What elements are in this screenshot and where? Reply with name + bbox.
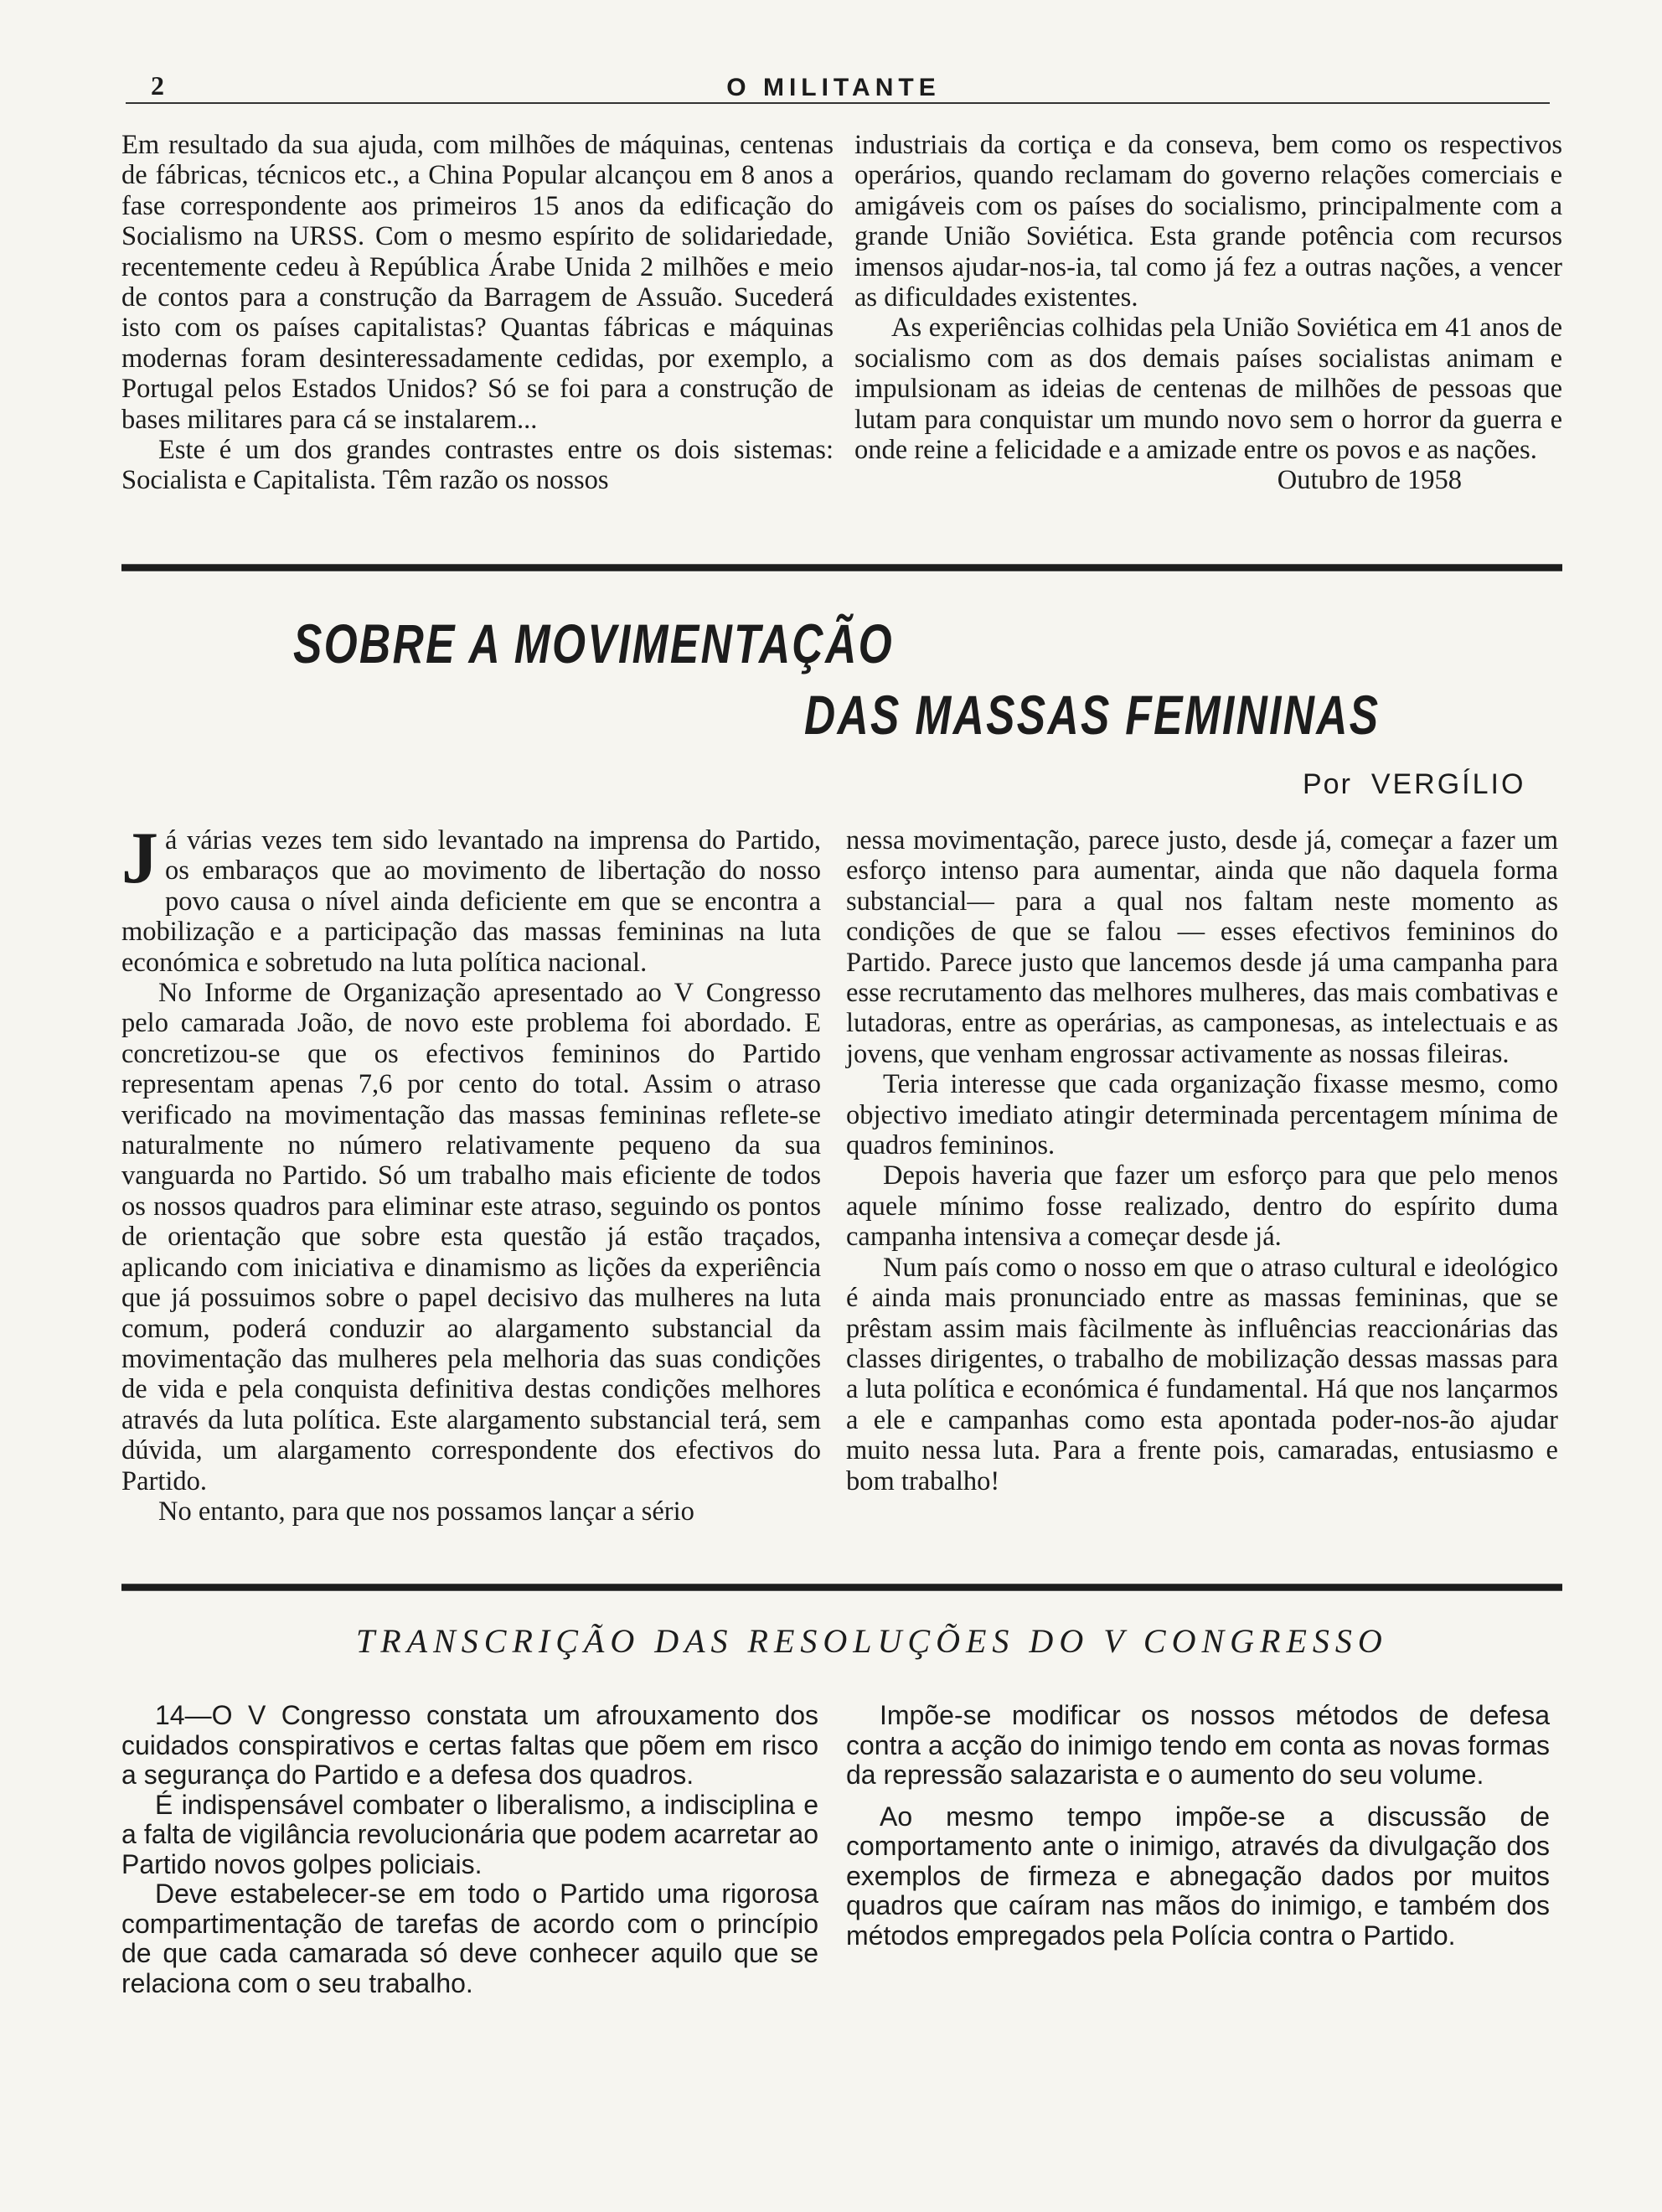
- top-article-left-column: [121, 130, 834, 496]
- paragraph: As experiências colhidas pela União Soviética em 41 anos de socialismo com as dos demais países socialistas animam e impulsionam as ideias de centenas de milhões de pessoas que lutam para conquistar um mundo novo sem o horror da guerra e onde reine a felicidade e a amizade entre os povos e as nações.: [854, 313, 1562, 466]
- transcription-title: TRANSCRIÇÃO DAS RESOLUÇÕES DO V CONGRESSO: [356, 1622, 1388, 1660]
- paragraph: Deve estabelecer-se em todo o Partido uma rigorosa compartimentação de tarefas de acordo com o princípio de que cada camarada só deve conhecer aquilo que se relaciona com o seu trabalho.: [121, 1879, 818, 1998]
- paragraph: Impõe-se modificar os nossos métodos de defesa contra a acção do inimigo tendo em conta as novas formas da repressão salazarista e o aumento do seu volume.: [846, 1700, 1550, 1790]
- resolutions-right-column: [846, 1701, 1550, 1951]
- article-title-line-1: SOBRE A MOVIMENTAÇÃO: [293, 612, 895, 674]
- paragraph: nessa movimentação, parece justo, desde já, começar a fazer um esforço intenso para aumentar, ainda que não daquela forma substancial— para a qual nos faltam neste momento as condições de que se falou — esses efectivos femininos do Partido. Parece justo que lancemos desde já uma campanha para esse recrutamento das melhores mulheres, das mais combativas e lutadoras, entre as operárias, as camponesas, as intelectuais e as jovens, que venham engrossar activamente as nossas fileiras.: [846, 825, 1558, 1069]
- first-paragraph-text: á várias vezes tem sido levantado na imprensa do Partido, os embaraços que ao movimento de libertação do nosso povo causa o nível ainda deficiente em que se encontra a mobilização e a participação das massas femininas na luta económica e sobretudo na luta política nacional.: [121, 825, 821, 978]
- main-article-left-column: [121, 818, 821, 1527]
- byline: [1303, 768, 1525, 801]
- header-rule: [126, 102, 1550, 104]
- paragraph: Num país como o nosso em que o atraso cultural e ideológico é ainda mais pronunciado entre as massas femininas, que se prêstam assim mais fàcilmente às influências reaccionárias das classes dirigentes, o trabalho de mobilização dessas massas para a luta política e económica é fundamental. Há que nos lançarmos a ele e campanhas como esta apontada poder-nos-ão ajudar muito nessa luta. Para a frente pois, camaradas, entusiasmo e bom trabalho!: [846, 1252, 1558, 1496]
- drop-cap: J: [121, 818, 158, 899]
- paragraph: Ao mesmo tempo impõe-se a discussão de comportamento ante o inimigo, através da divulgação dos exemplos de firmeza e abnegação dados por muitos quadros que caíram nas mãos do inimigo, e também dos métodos empregados pela Polícia contra o Partido.: [846, 1801, 1550, 1951]
- article-title-line-2: DAS MASSAS FEMININAS: [804, 684, 1381, 746]
- byline-author: VERGÍLIO: [1370, 768, 1526, 800]
- first-paragraph: [121, 818, 821, 978]
- byline-prefix: Por: [1303, 768, 1352, 800]
- paragraph: Depois haveria que fazer um esforço para que pelo menos aquele mínimo fosse realizado, dentro do espírito duma campanha intensiva a começar desde já.: [846, 1160, 1558, 1253]
- paragraph: 14—O V Congresso constata um afrouxamento dos cuidados conspirativos e certas faltas que põem em risco a segurança do Partido e a defesa dos quadros.: [121, 1700, 818, 1790]
- article-date: Outubro de 1958: [1277, 465, 1462, 496]
- paragraph: industriais da cortiça e da conseva, bem como os respectivos operários, quando reclamam do governo relações comerciais e amigáveis com os países do socialismo, principalmente com a grande União Soviética. Esta grande potência com recursos imensos ajudar-nos-ia, tal como já fez a outras nações, a vencer as dificuldades existentes.: [854, 130, 1562, 313]
- masthead: O MILITANTE: [726, 74, 941, 101]
- paragraph: Este é um dos grandes contrastes entre os dois sistemas: Socialista e Capitalista. Têm razão os nossos: [121, 435, 834, 496]
- page-number: 2: [151, 70, 164, 101]
- resolutions-left-column: [121, 1701, 818, 1998]
- section-divider: [121, 1584, 1562, 1591]
- paragraph: No entanto, para que nos possamos lançar a sério: [158, 1496, 694, 1527]
- page-header: [117, 65, 1550, 107]
- main-article-right-column: [846, 825, 1558, 1496]
- top-article-right-column: [854, 130, 1562, 496]
- paragraph: Em resultado da sua ajuda, com milhões de máquinas, centenas de fábricas, técnicos etc., a China Popular alcançou em 8 anos a fase correspondente aos primeiros 15 anos da edificação do Socialismo na URSS. Com o mesmo espírito de solidariedade, recentemente cedeu à República Árabe Unida 2 milhões e meio de contos para a construção da Barragem de Assuão. Sucederá isto com os países capitalistas? Quantas fábricas e máquinas modernas foram desinteressadamente cedidas, por exemplo, a Portugal pelos Estados Unidos? Só se foi para a construção de bases militares para cá se instalarem...: [121, 130, 834, 435]
- section-divider: [121, 564, 1562, 571]
- paragraph: Teria interesse que cada organização fixasse mesmo, como objectivo imediato atingir determinada percentagem mínima de quadros femininos.: [846, 1069, 1558, 1161]
- paragraph: É indispensável combater o liberalismo, a indisciplina e a falta de vigilância revolucionária que podem acarretar ao Partido novos golpes policiais.: [121, 1789, 818, 1879]
- paragraph: No Informe de Organização apresentado ao V Congresso pelo camarada João, de novo este problema foi abordado. E concretizou-se que os efectivos femininos do Partido representam apenas 7,6 por cento do total. Assim o atraso verificado na movimentação das massas femininas reflete-se naturalmente no número relativamente pequeno da sua vanguarda no Partido. Só um trabalho mais eficiente de todos os nossos quadros para eliminar este atraso, seguindo os pontos de orientação que sobre esta questão já estão traçados, aplicando com iniciativa e dinamismo as lições da experiência que já possuimos sobre o papel decisivo das mulheres na luta comum, poderá conduzir ao alargamento substancial da movimentação das mulheres pela melhoria das suas condições de vida e pela conquista definitiva destas condições melhores através da luta política. Este alargamento substancial terá, sem dúvida, um alargamento correspondente dos efectivos do Partido.: [121, 978, 821, 1496]
